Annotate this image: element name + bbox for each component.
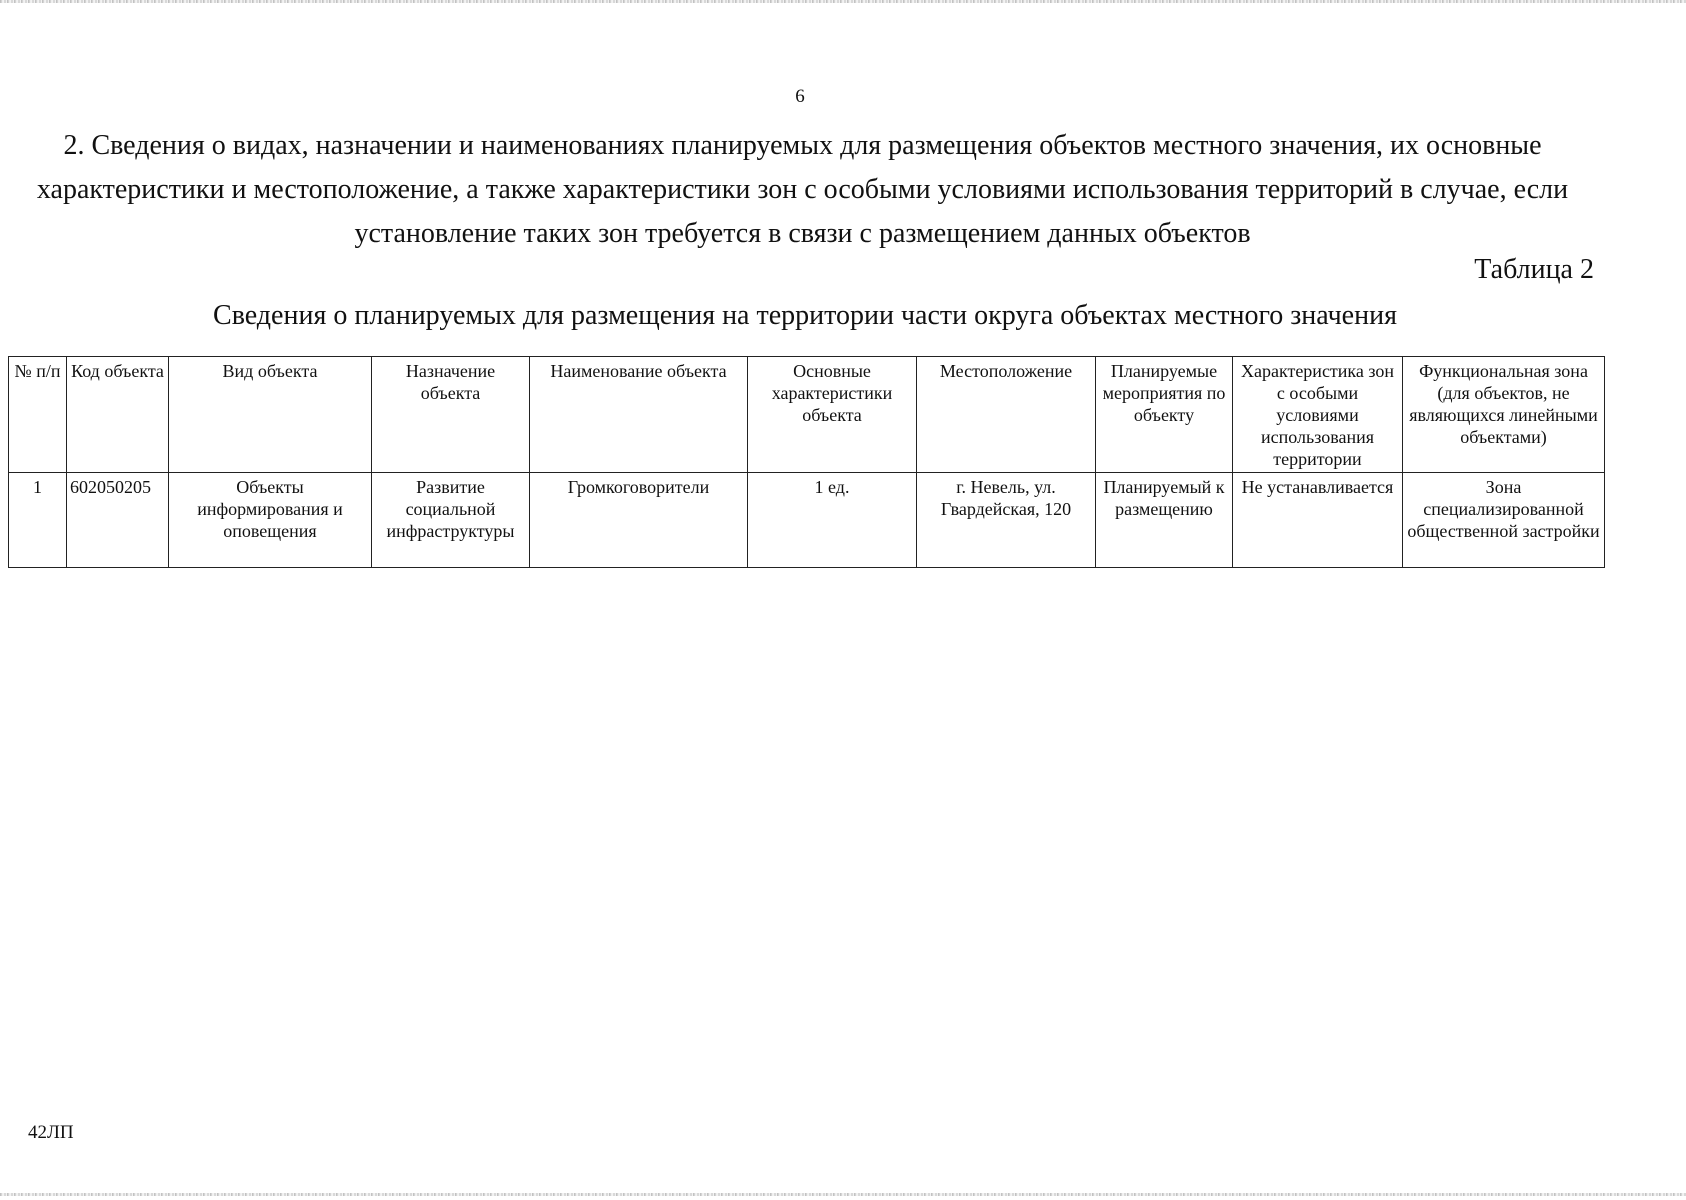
column-header-object-type: Вид объекта — [169, 357, 372, 473]
cell-object-purpose: Развитие социальной инфраструктуры — [372, 473, 530, 568]
cell-planned-measures: Планируемый к размещению — [1096, 473, 1233, 568]
scan-border-bottom — [0, 1193, 1686, 1196]
column-header-object-purpose: Назначение объекта — [372, 357, 530, 473]
cell-object-type: Объекты информирования и оповещения — [169, 473, 372, 568]
cell-main-characteristics: 1 ед. — [748, 473, 917, 568]
section-heading: 2. Сведения о видах, назначении и наименованиях планируемых для размещения объектов местного значения, их основные характеристики и местоположение, а также характеристики зон с особыми условиями использования территорий в случае, если установление таких зон требуется в связи с размещением данных объектов — [36, 130, 1569, 249]
column-header-number: № п/п — [9, 357, 67, 473]
column-header-planned-measures: Планируемые мероприятия по объекту — [1096, 357, 1233, 473]
table-caption: Сведения о планируемых для размещения на территории части округа объектах местного значения — [213, 300, 1397, 331]
table-label: Таблица 2 — [1474, 254, 1594, 285]
column-header-object-name: Наименование объекта — [530, 357, 748, 473]
table-header-row — [9, 357, 1605, 473]
planned-objects-table — [8, 356, 1605, 568]
column-header-object-code: Код объекта — [67, 357, 169, 473]
column-header-location: Местоположение — [917, 357, 1096, 473]
footer-document-code: 42ЛП — [28, 1122, 74, 1143]
cell-special-zones: Не устанавливается — [1233, 473, 1403, 568]
column-header-main-characteristics: Основные характеристики объекта — [748, 357, 917, 473]
cell-functional-zone: Зона специализированной общественной застройки — [1403, 473, 1605, 568]
cell-object-code: 602050205 — [67, 473, 169, 568]
column-header-functional-zone: Функциональная зона (для объектов, не являющихся линейными объектами) — [1403, 357, 1605, 473]
page-number: 6 — [795, 86, 805, 107]
cell-location: г. Невель, ул. Гвардейская, 120 — [917, 473, 1096, 568]
cell-number: 1 — [9, 473, 67, 568]
scan-border-top — [0, 0, 1686, 3]
cell-object-name: Громкоговорители — [530, 473, 748, 568]
column-header-special-zones: Характеристика зон с особыми условиями использования территории — [1233, 357, 1403, 473]
table-row — [9, 473, 1605, 568]
